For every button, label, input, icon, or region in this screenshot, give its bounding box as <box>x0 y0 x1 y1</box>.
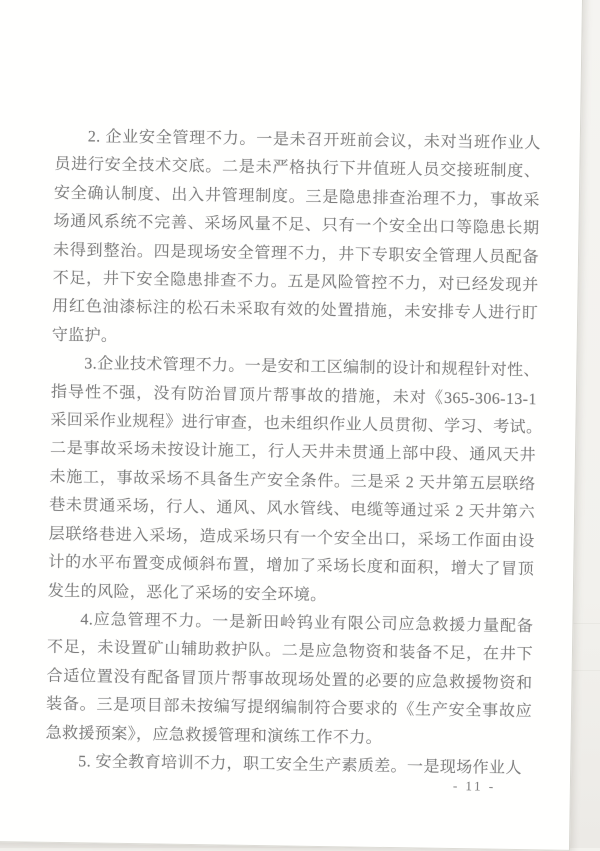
text-line: 二是事故采场未按设计施工，行人天井未贯通上部中段、通风天井 <box>49 440 537 465</box>
text-line: 用红色油漆标注的松石未采取有效的处置措施，未安排专人进行盯 <box>52 298 539 323</box>
page-number: - 11 - <box>452 778 496 794</box>
text-line: 场通风系统不完善、采场风量不足、只有一个安全出口等隐患长期 <box>53 213 540 238</box>
text-line: 未得到整治。四是现场安全管理不力，井下专职安全管理人员配备 <box>52 241 540 266</box>
text-line: 不足，井下安全隐患排查不力。五是风险管控不力，对已经发现并 <box>52 269 539 295</box>
text-line: 3.企业技术管理不力。一是安和工区编制的设计和规程针对性、 <box>84 355 541 380</box>
text-line: 层联络巷进入采场，造成采场只有一个安全出口，采场工作面由设 <box>48 525 535 550</box>
text-line: 采回采作业规程》进行审查，也未组织作业人员贯彻、学习、考试。 <box>50 411 543 437</box>
text-block <box>45 123 541 784</box>
text-line: 巷未贯通采场，行人、通风、风水管线、电缆等通过采 2 天井第六 <box>49 497 536 522</box>
text-line: 守监护。 <box>51 326 118 345</box>
text-line: 不足，未设置矿山辅助救护队。二是应急物资和装备不足，在井下 <box>46 639 534 664</box>
text-line: 急救援预案》，应急救援管理和演练工作不力。 <box>45 724 383 747</box>
text-line: 安全确认制度、出入井管理制度。三是隐患排查治理不力，事故采 <box>53 184 541 210</box>
text-line: 4.应急管理不力。一是新田岭钨业有限公司应急救援力量配备 <box>80 611 534 636</box>
text-line: 装备。三是项目部未按编写提纲编制符合要求的《生产安全事故应 <box>45 695 533 721</box>
text-line: 发生的风险，恶化了采场的安全环境。 <box>47 582 327 604</box>
text-line: 计的水平布置变成倾斜布置，增加了采场长度和面积，增大了冒顶 <box>48 553 535 579</box>
text-line: 员进行安全技术交底。二是未严格执行下井值班人员交接班制度、 <box>54 156 541 181</box>
text-line: 未施工，事故采场不具备生产安全条件。三是采 2 天井第五层联络 <box>49 468 536 494</box>
text-line: 指导性不强，没有防治冒顶片帮事故的措施，未对《365-306-13-1 <box>50 383 537 408</box>
text-line: 2. 企业安全管理不力。一是未召开班前会议，未对当班作业人 <box>87 128 541 153</box>
text-line: 合适位置没有配备冒顶片帮事故现场处置的必要的应急救援物资和 <box>46 667 533 692</box>
text-line: 5. 安全教育培训不力，职工安全生产素质差。一是现场作业人 <box>78 753 522 778</box>
